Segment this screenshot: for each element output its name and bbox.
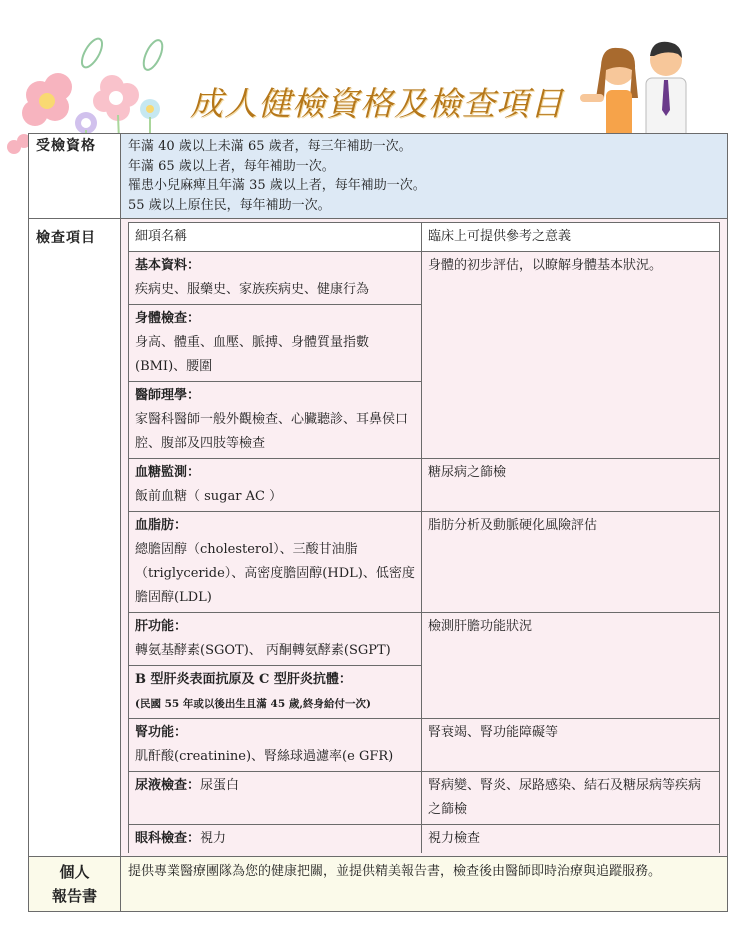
report-row: [29, 857, 728, 912]
table-row: [129, 512, 720, 613]
items-row: [29, 219, 728, 857]
item-physician-exam: 醫師理學： 家醫科醫師一般外觀檢查、心臟聽診、耳鼻侯口腔、腹部及四肢等檢查: [129, 382, 422, 459]
meaning-kidney: 腎衰竭、腎功能障礙等: [422, 719, 720, 772]
meaning-lipid: 脂肪分析及動脈硬化風險評估: [422, 512, 720, 613]
item-blood-sugar: 血糖監測： 飯前血糖（ sugar AC ）: [129, 459, 422, 512]
col-header-meaning: 臨床上可提供參考之意義: [422, 223, 720, 252]
item-kidney-function: 腎功能： 肌酐酸(creatinine)、腎絲球過濾率(e GFR): [129, 719, 422, 772]
eligibility-content: [121, 134, 728, 219]
eligibility-label: 受檢資格: [29, 134, 121, 219]
item-urine-test: 尿液檢查：尿蛋白: [129, 772, 422, 825]
item-blood-lipid: 血脂肪： 總膽固醇（cholesterol）、三酸甘油脂（triglyceride）、高密度膽固醇(HDL)、低密度膽固醇(LDL): [129, 512, 422, 613]
report-label: 個人 報告書: [29, 857, 121, 912]
eligibility-line: 年滿 40 歲以上未滿 65 歲者，每三年補助一次。: [128, 139, 412, 154]
eligibility-row: [29, 134, 728, 219]
items-table: [128, 222, 720, 853]
item-eye-exam: 眼科檢查：視力: [129, 825, 422, 854]
meaning-urine: 腎病變、腎炎、尿路感染、結石及糖尿病等疾病之篩檢: [422, 772, 720, 825]
report-text: 提供專業醫療團隊為您的健康把關，並提供精美報告書，檢查後由醫師即時治療與追蹤服務。: [121, 857, 728, 912]
page-title: 成人健檢資格及檢查項目: [190, 84, 564, 123]
meaning-eye: 視力檢查: [422, 825, 720, 854]
eligibility-line: 罹患小兒麻痺且年滿 35 歲以上者，每年補助一次。: [128, 178, 426, 193]
items-header-row: [129, 223, 720, 252]
table-row: [129, 772, 720, 825]
table-row: [129, 252, 720, 305]
items-label: 檢查項目: [29, 219, 121, 857]
items-content: [121, 219, 728, 857]
meaning-liver: 檢測肝膽功能狀況: [422, 613, 720, 719]
meaning-diabetes: 糖尿病之篩檢: [422, 459, 720, 512]
col-header-item: 細項名稱: [129, 223, 422, 252]
meaning-basic: 身體的初步評估，以瞭解身體基本狀況。: [422, 252, 720, 459]
eligibility-line: 55 歲以上原住民，每年補助一次。: [128, 197, 331, 213]
health-check-table: [28, 133, 728, 912]
eligibility-line: 年滿 65 歲以上者，每年補助一次。: [128, 158, 335, 174]
page-header: [0, 0, 750, 135]
table-row: [129, 459, 720, 512]
item-physical-exam: 身體檢查： 身高、體重、血壓、脈搏、身體質量指數(BMI)、腰圍: [129, 305, 422, 382]
table-row: [129, 825, 720, 854]
table-row: [129, 719, 720, 772]
item-hepatitis: B 型肝炎表面抗原及 C 型肝炎抗體： (民國 55 年或以後出生且滿 45 歲,終身給付一次): [129, 666, 422, 719]
table-row: [129, 613, 720, 666]
item-liver-function: 肝功能： 轉氨基酵素(SGOT)、 丙酮轉氨酵素(SGPT): [129, 613, 422, 666]
item-basic-data: 基本資料： 疾病史、服藥史、家族疾病史、健康行為: [129, 252, 422, 305]
